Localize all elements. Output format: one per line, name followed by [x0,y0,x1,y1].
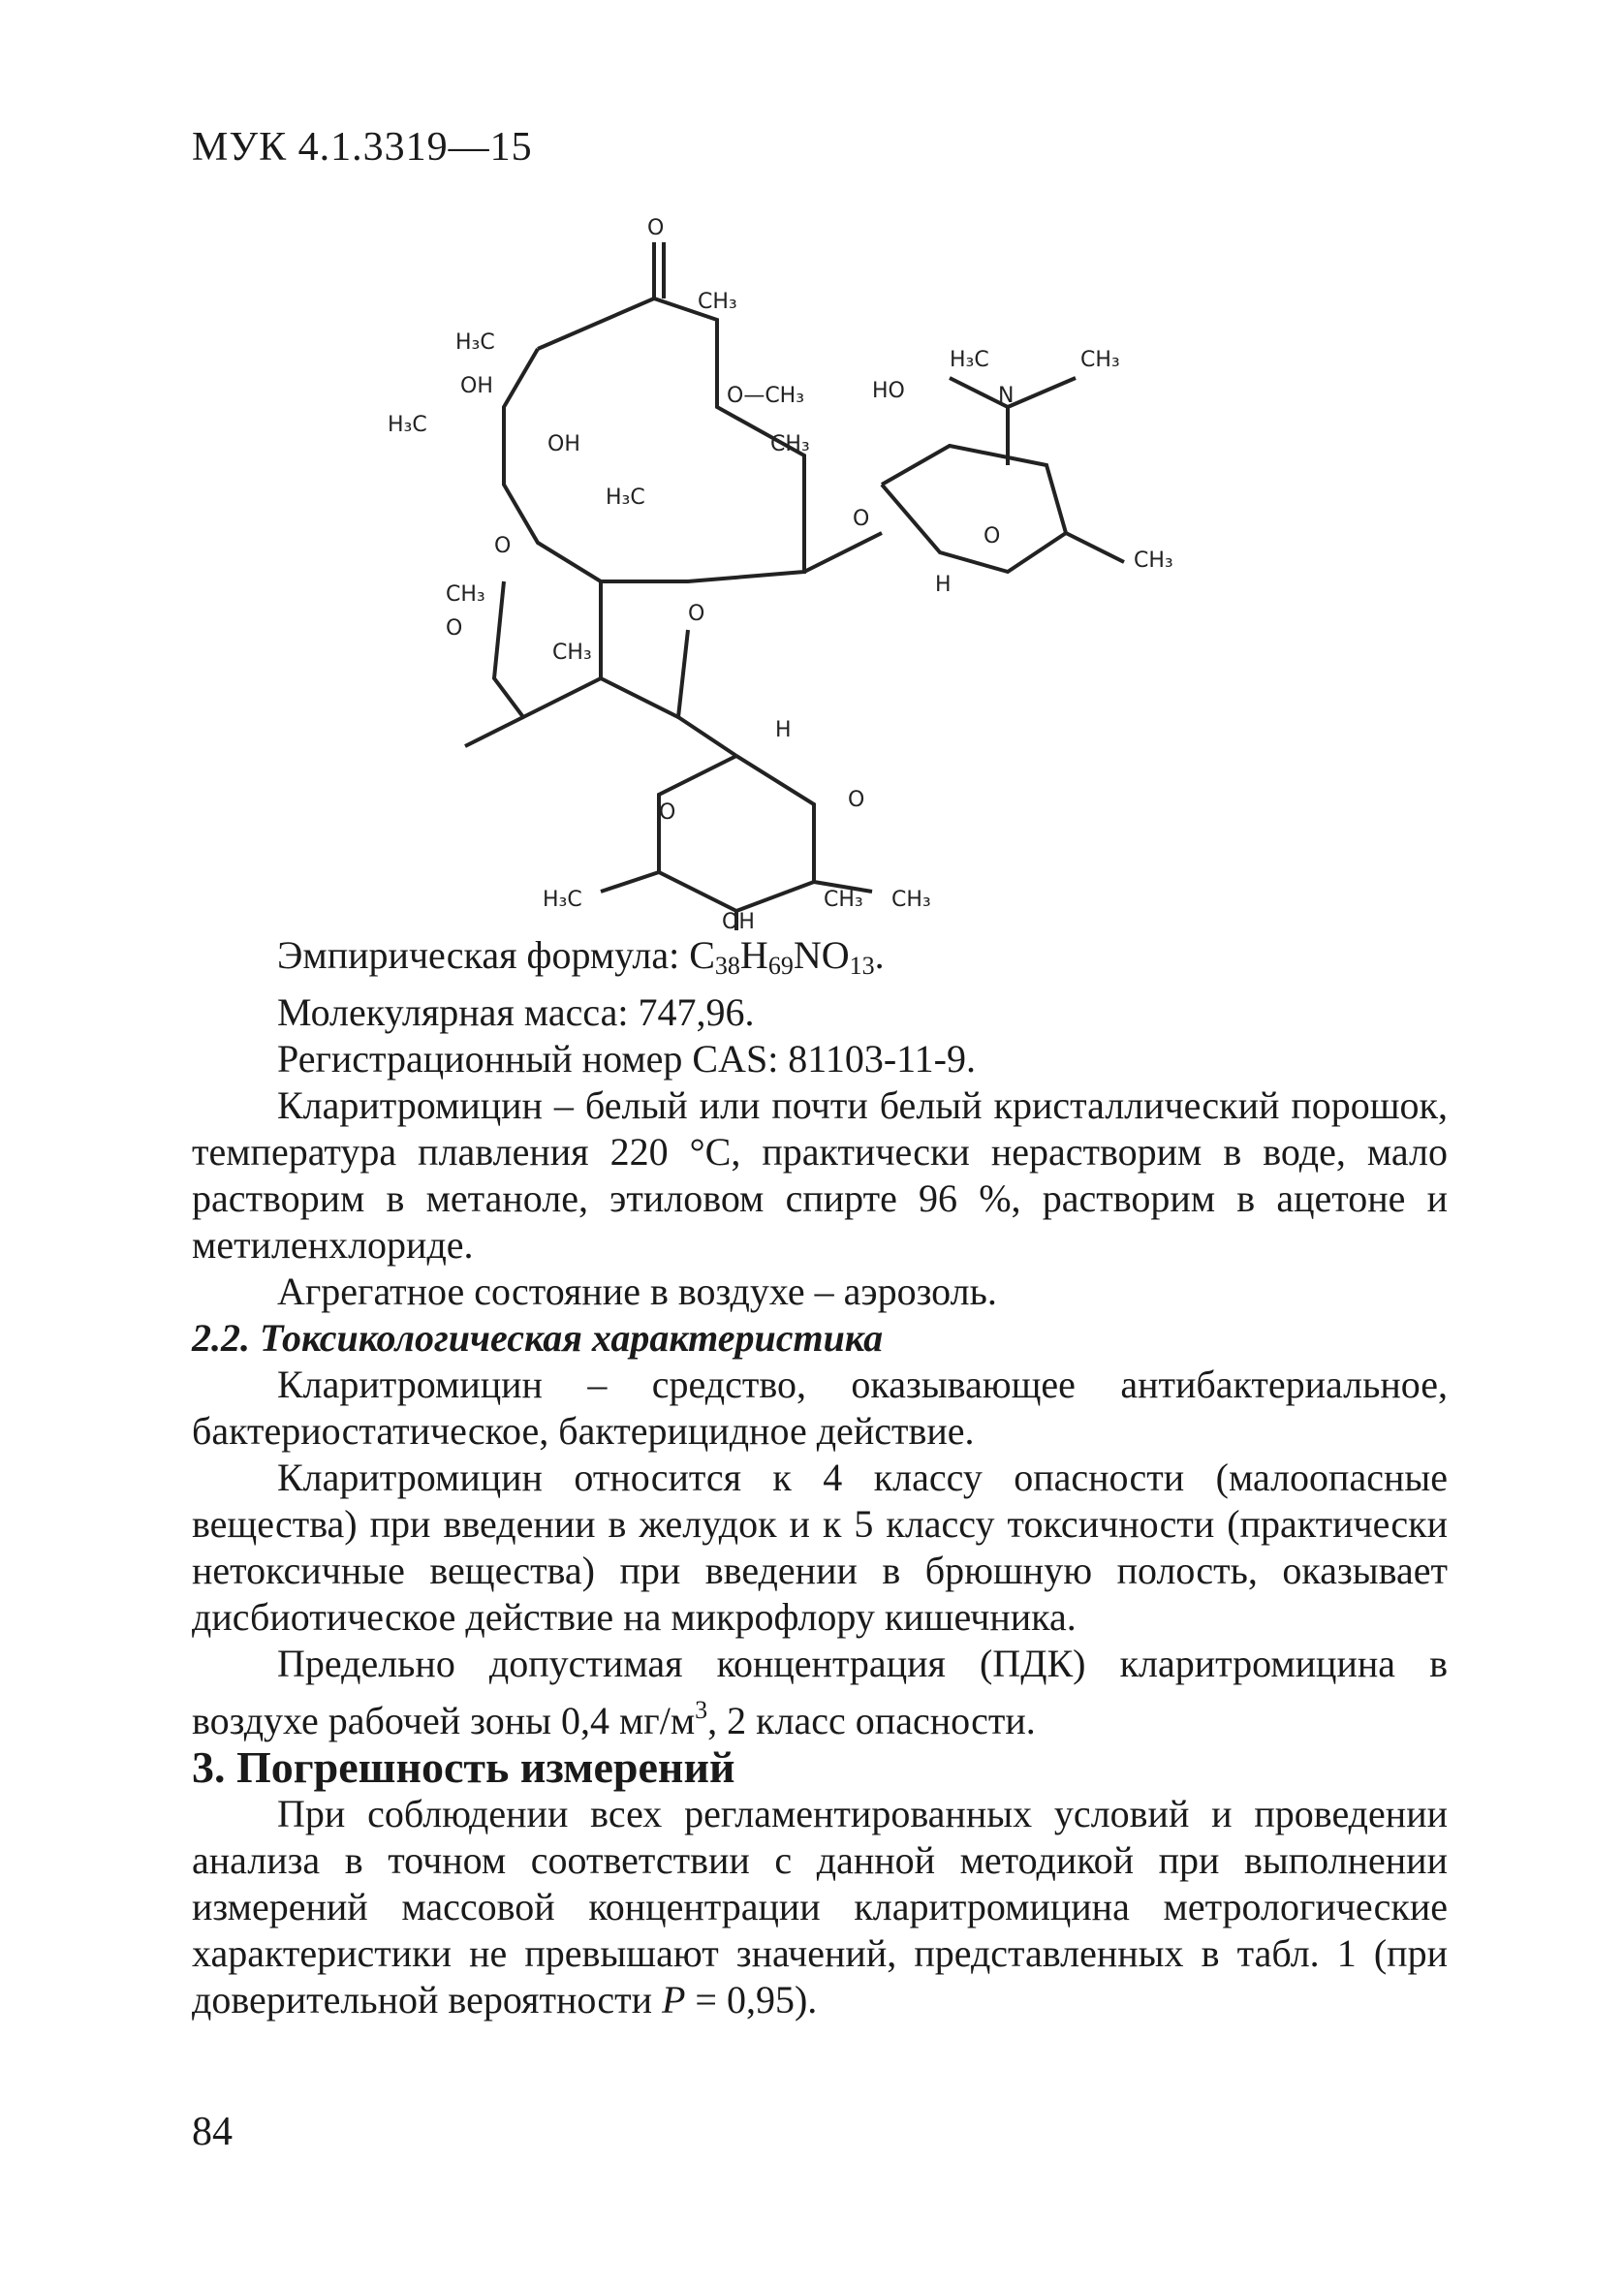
label-ch3-sugar1: CH₃ [1134,548,1173,573]
label-o-carbonyl: O [446,616,463,641]
label-ch3-n: CH₃ [1080,348,1120,372]
label-h-sugar1: H [935,573,952,597]
label-o-ester: O [494,534,512,558]
description-paragraph: Кларитромицин – белый или почти белый кристаллический порошок, температура плавления 220 °С, практически нерастворим в воде, мало растворим в метаноле, этиловом спирте 96 %, растворим в ацетоне и метиленхлориде. [192,1083,1448,1267]
label-ch3-mid: CH₃ [770,432,810,456]
label-ch3-sugar2: CH₃ [891,888,931,912]
empirical-formula: Эмпирическая формула: $C_{38}H_{69}NO_{13}$. [277,933,885,980]
label-ch3-left-low: CH₃ [446,582,485,607]
toxicology-paragraph-2: Кларитромицин относится к 4 классу опасности (малоопасные вещества) при введении в желудок и к 5 классу токсичности (практически нетоксичные вещества) при введении в брюшную полость, оказывает дисбиотическое действие на микрофлору кишечника. [192,1456,1448,1639]
toxicology-paragraph-3: Предельно допустимая концентрация (ПДК) кларитромицина в воздухе рабочей зоны 0,4 $мг/м^3$, 2 класс опасности. [192,1642,1448,1742]
aggregate-state: Агрегатное состояние в воздухе – аэрозоль. [277,1269,997,1313]
label-h-sugar2: H [775,718,792,742]
label-o-sugar1: O [984,524,1001,548]
label-ch3-below: CH₃ [552,641,592,665]
toxicology-heading: 2.2. Токсикологическая характеристика [192,1316,884,1360]
label-h3c-left: H₃C [388,413,427,437]
label-h3c-n: H₃C [950,348,989,372]
label-ch3-top: CH₃ [698,290,737,314]
label-oh-sugar2: OH [722,910,755,930]
toxicology-paragraph-1: Кларитромицин – средство, оказывающее антибактериальное, бактериостатическое, бактерицидное действие. [192,1363,1448,1453]
label-oh-left: OH [460,374,493,398]
label-o-top: O [647,216,665,240]
cas-number: Регистрационный номер CAS: 81103-11-9. [277,1037,976,1081]
clarithromycin-structure-diagram [368,213,1269,930]
label-o-link: O [853,507,870,531]
label-h3c-top: H₃C [455,330,495,355]
label-o-sugar2: O [659,800,676,825]
measurement-error-paragraph: При соблюдении всех регламентированных условий и проведении анализа в точном соответствии с данной методикой при выполнении измерений массовой концентрации кларитромицина метрологические характеристики не превышают значений, представленных в табл. 1 (при доверительной вероятности P = 0,95). [192,1792,1448,2022]
desosamine-ring [882,446,1066,572]
label-o-ch3: O—CH₃ [727,384,805,408]
label-ho-right: HO [872,379,905,403]
label-h3c-sugar2: H₃C [543,888,582,912]
molecular-mass: Молекулярная масса: 747,96. [277,990,755,1034]
measurement-error-heading: 3. Погрешность измерений [192,1742,735,1792]
label-o-sugar-link: O [688,602,705,626]
label-h3c-ring: H₃C [606,486,645,510]
cladinose-ring [659,756,814,911]
page-number: 84 [192,2110,233,2154]
label-n-atom: N [998,384,1015,408]
document-code: МУК 4.1.3319—15 [192,125,533,170]
main-text [192,932,1448,2023]
label-o-methoxy: O [848,788,865,812]
label-ch3-methoxy: CH₃ [824,888,863,912]
label-oh-mid: OH [547,432,580,456]
